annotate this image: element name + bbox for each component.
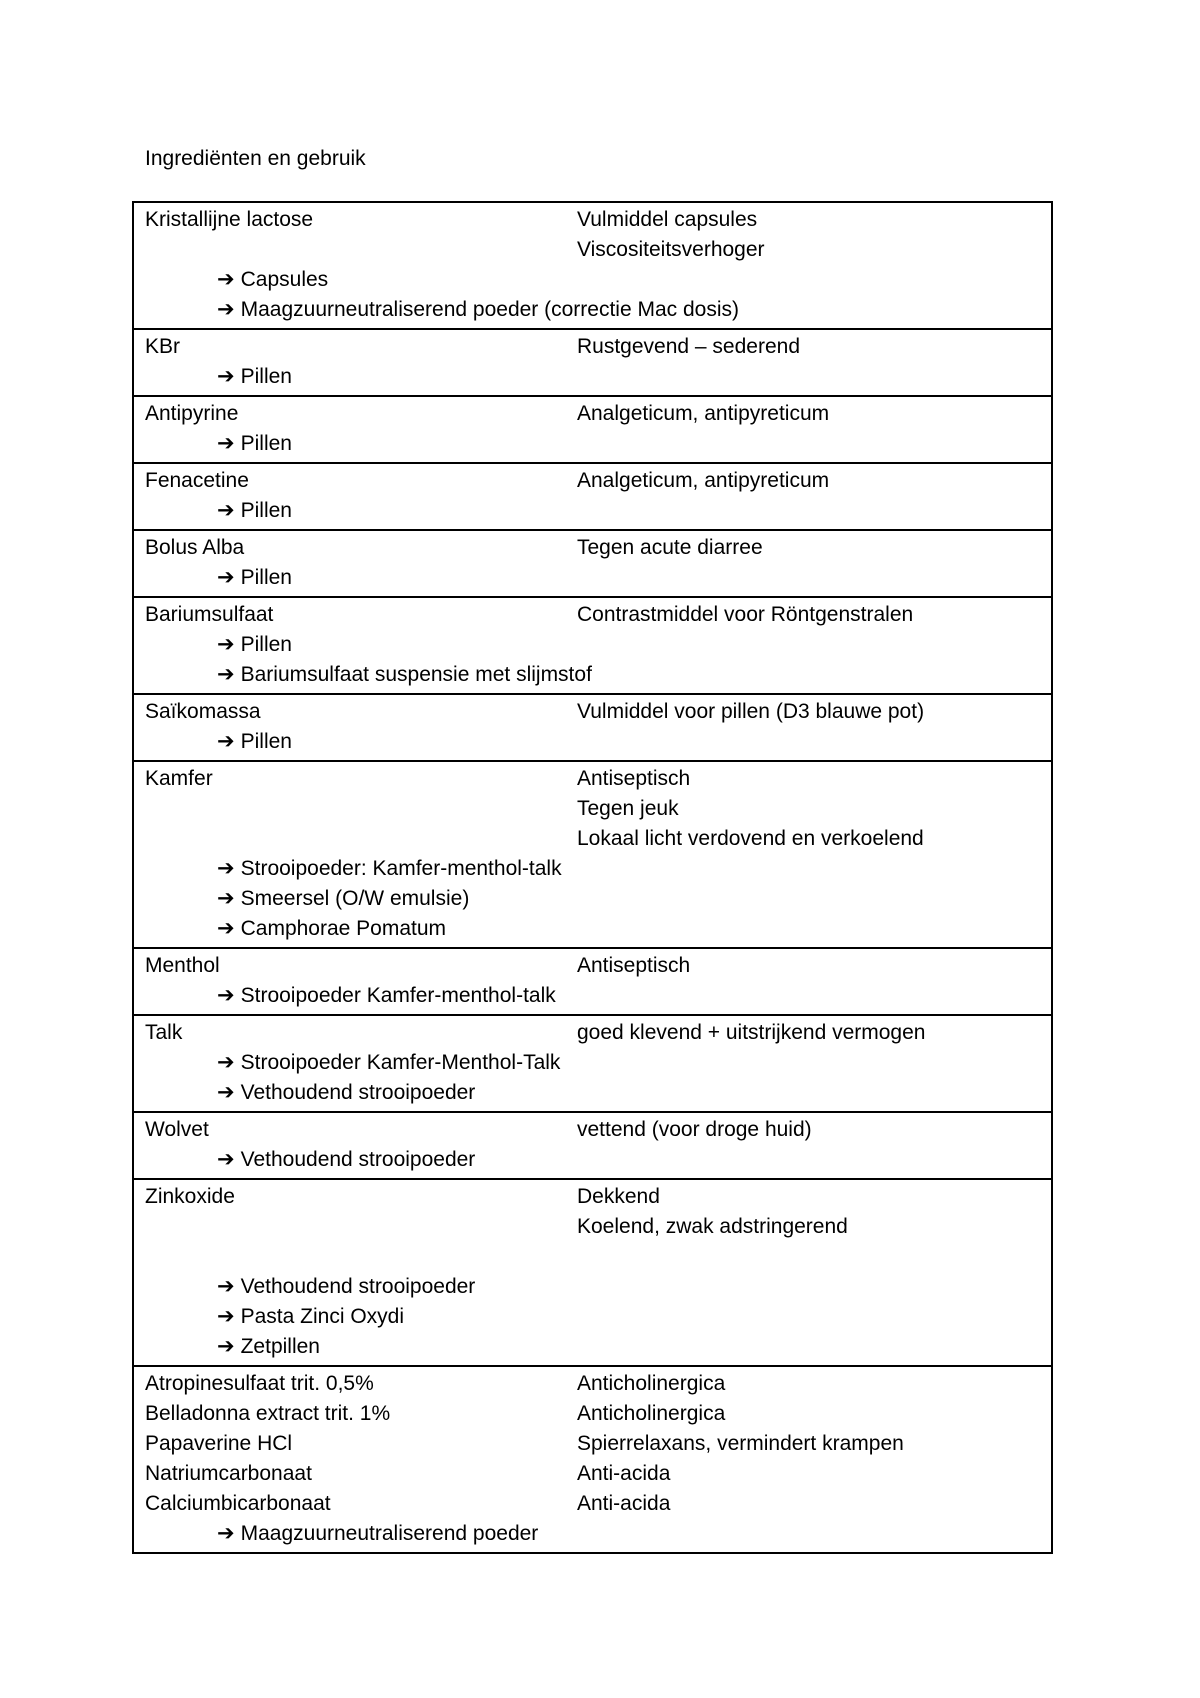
- table-row: [134, 949, 1051, 1016]
- row-line: [134, 1369, 1051, 1399]
- ingredient-name: Atropinesulfaat trit. 0,5%: [145, 1372, 374, 1395]
- application-text: Pasta Zinci Oxydi: [240, 1305, 404, 1328]
- ingredient-use: Tegen jeuk: [577, 797, 679, 820]
- table-row: [134, 1016, 1051, 1113]
- application-text: Camphorae Pomatum: [240, 917, 447, 940]
- arrow-right-icon: ➔: [217, 663, 235, 686]
- ingredient-name: Papaverine HCl: [145, 1432, 293, 1455]
- application-text: Maagzuurneutraliserend poeder (correctie Mac dosis): [240, 298, 740, 321]
- row-line: [134, 429, 1051, 459]
- application-text: Smeersel (O/W emulsie): [240, 887, 470, 910]
- application-item: [217, 563, 292, 593]
- ingredient-use: Koelend, zwak adstringerend: [577, 1215, 848, 1238]
- ingredient-name: Menthol: [145, 954, 220, 977]
- row-line: [134, 951, 1051, 981]
- ingredient-use: Spierrelaxans, vermindert krampen: [577, 1432, 904, 1455]
- ingredient-use: vettend (voor droge huid): [577, 1118, 812, 1141]
- row-line: [134, 981, 1051, 1011]
- application-text: Pillen: [240, 566, 292, 589]
- ingredient-name: Saïkomassa: [145, 700, 261, 723]
- row-line: [134, 1272, 1051, 1302]
- ingredient-use: Antiseptisch: [577, 954, 691, 977]
- application-item: [217, 295, 739, 325]
- row-line: [134, 914, 1051, 944]
- row-line: [134, 399, 1051, 429]
- arrow-right-icon: ➔: [217, 365, 235, 388]
- application-text: Pillen: [240, 633, 292, 656]
- row-line: [134, 265, 1051, 295]
- row-line: [134, 362, 1051, 392]
- row-line: [134, 1302, 1051, 1332]
- application-item: [217, 1145, 475, 1175]
- row-line: [134, 533, 1051, 563]
- row-line: [134, 332, 1051, 362]
- arrow-right-icon: ➔: [217, 730, 235, 753]
- table-row: [134, 1113, 1051, 1180]
- arrow-right-icon: ➔: [217, 1148, 235, 1171]
- ingredient-name: Calciumbicarbonaat: [145, 1492, 331, 1515]
- ingredient-use: Contrastmiddel voor Röntgenstralen: [577, 603, 914, 626]
- ingredient-name: Kristallijne lactose: [145, 208, 314, 231]
- ingredient-use: Anticholinergica: [577, 1402, 726, 1425]
- row-line: [134, 1145, 1051, 1175]
- application-text: Pillen: [240, 499, 292, 522]
- arrow-right-icon: ➔: [217, 1305, 235, 1328]
- application-item: [217, 1048, 560, 1078]
- row-line: [134, 235, 1051, 265]
- application-item: [217, 429, 292, 459]
- row-line: [134, 295, 1051, 325]
- application-text: Zetpillen: [240, 1335, 320, 1358]
- row-line: [134, 1048, 1051, 1078]
- application-text: Bariumsulfaat suspensie met slijmstof: [240, 663, 592, 686]
- ingredient-name: Talk: [145, 1021, 183, 1044]
- arrow-right-icon: ➔: [217, 917, 235, 940]
- application-text: Vethoudend strooipoeder: [240, 1081, 476, 1104]
- ingredient-name: Antipyrine: [145, 402, 239, 425]
- ingredient-name: Fenacetine: [145, 469, 249, 492]
- row-line: [134, 824, 1051, 854]
- row-line: [134, 854, 1051, 884]
- ingredient-name: Natriumcarbonaat: [145, 1462, 312, 1485]
- application-item: [217, 1272, 475, 1302]
- ingredient-name: Bariumsulfaat: [145, 603, 274, 626]
- row-line: [134, 563, 1051, 593]
- table-row: [134, 464, 1051, 531]
- ingredient-name: KBr: [145, 335, 181, 358]
- application-text: Strooipoeder Kamfer-Menthol-Talk: [240, 1051, 561, 1074]
- row-line: [134, 697, 1051, 727]
- row-line: [134, 1489, 1051, 1519]
- ingredient-use: Anti-acida: [577, 1462, 671, 1485]
- table-row: [134, 695, 1051, 762]
- ingredient-use: Lokaal licht verdovend en verkoelend: [577, 827, 924, 850]
- arrow-right-icon: ➔: [217, 1335, 235, 1358]
- row-line: [134, 600, 1051, 630]
- arrow-right-icon: ➔: [217, 566, 235, 589]
- table-row: [134, 762, 1051, 949]
- ingredient-use: Vulmiddel capsules: [577, 208, 758, 231]
- row-line: [134, 466, 1051, 496]
- application-item: [217, 660, 592, 690]
- arrow-right-icon: ➔: [217, 1275, 235, 1298]
- table-row: [134, 531, 1051, 598]
- row-line: [134, 1459, 1051, 1489]
- arrow-right-icon: ➔: [217, 432, 235, 455]
- table-row: [134, 1367, 1051, 1552]
- application-text: Vethoudend strooipoeder: [240, 1148, 476, 1171]
- ingredient-use: Analgeticum, antipyreticum: [577, 402, 830, 425]
- ingredient-use: Anti-acida: [577, 1492, 671, 1515]
- ingredient-use: Anticholinergica: [577, 1372, 726, 1395]
- row-line: [134, 1182, 1051, 1212]
- application-item: [217, 854, 562, 884]
- arrow-right-icon: ➔: [217, 268, 235, 291]
- ingredient-use: Dekkend: [577, 1185, 660, 1208]
- application-item: [217, 914, 446, 944]
- row-line: [134, 1519, 1051, 1549]
- row-line: [134, 630, 1051, 660]
- application-item: [217, 1302, 404, 1332]
- row-line: [134, 727, 1051, 757]
- application-item: [217, 265, 328, 295]
- application-text: Capsules: [240, 268, 329, 291]
- ingredient-name: Wolvet: [145, 1118, 209, 1141]
- application-item: [217, 1078, 475, 1108]
- application-item: [217, 1332, 320, 1362]
- row-line: [134, 1242, 1051, 1272]
- row-line: [134, 496, 1051, 526]
- row-line: [134, 1115, 1051, 1145]
- application-text: Vethoudend strooipoeder: [240, 1275, 476, 1298]
- table-row: [134, 203, 1051, 330]
- arrow-right-icon: ➔: [217, 887, 235, 910]
- ingredient-use: Vulmiddel voor pillen (D3 blauwe pot): [577, 700, 925, 723]
- arrow-right-icon: ➔: [217, 499, 235, 522]
- row-line: [134, 1078, 1051, 1108]
- arrow-right-icon: ➔: [217, 1522, 235, 1545]
- application-item: [217, 981, 556, 1011]
- arrow-right-icon: ➔: [217, 633, 235, 656]
- table-row: [134, 1180, 1051, 1367]
- application-item: [217, 362, 292, 392]
- ingredient-use: goed klevend + uitstrijkend vermogen: [577, 1021, 926, 1044]
- application-text: Strooipoeder: Kamfer-menthol-talk: [240, 857, 562, 880]
- application-text: Pillen: [240, 432, 292, 455]
- application-item: [217, 1519, 538, 1549]
- application-item: [217, 630, 292, 660]
- row-line: [134, 1399, 1051, 1429]
- row-line: [134, 1429, 1051, 1459]
- ingredient-use: Rustgevend – sederend: [577, 335, 800, 358]
- page-title: Ingrediënten en gebruik: [145, 147, 366, 170]
- table-row: [134, 397, 1051, 464]
- application-text: Pillen: [240, 365, 292, 388]
- ingredients-table: [132, 201, 1053, 1554]
- application-text: Pillen: [240, 730, 292, 753]
- arrow-right-icon: ➔: [217, 1051, 235, 1074]
- arrow-right-icon: ➔: [217, 298, 235, 321]
- row-line: [134, 884, 1051, 914]
- row-line: [134, 1332, 1051, 1362]
- table-row: [134, 598, 1051, 695]
- ingredient-name: Zinkoxide: [145, 1185, 235, 1208]
- row-line: [134, 1018, 1051, 1048]
- application-text: Maagzuurneutraliserend poeder: [240, 1522, 539, 1545]
- ingredient-name: Belladonna extract trit. 1%: [145, 1402, 391, 1425]
- arrow-right-icon: ➔: [217, 984, 235, 1007]
- ingredient-use: Antiseptisch: [577, 767, 691, 790]
- row-line: [134, 764, 1051, 794]
- row-line: [134, 1212, 1051, 1242]
- ingredient-use: Tegen acute diarree: [577, 536, 763, 559]
- ingredient-name: Kamfer: [145, 767, 213, 790]
- row-line: [134, 794, 1051, 824]
- ingredient-use: Analgeticum, antipyreticum: [577, 469, 830, 492]
- ingredient-name: Bolus Alba: [145, 536, 245, 559]
- table-row: [134, 330, 1051, 397]
- arrow-right-icon: ➔: [217, 857, 235, 880]
- arrow-right-icon: ➔: [217, 1081, 235, 1104]
- application-item: [217, 727, 292, 757]
- row-line: [134, 660, 1051, 690]
- row-line: [134, 205, 1051, 235]
- application-item: [217, 496, 292, 526]
- application-item: [217, 884, 469, 914]
- application-text: Strooipoeder Kamfer-menthol-talk: [240, 984, 556, 1007]
- ingredient-use: Viscositeitsverhoger: [577, 238, 765, 261]
